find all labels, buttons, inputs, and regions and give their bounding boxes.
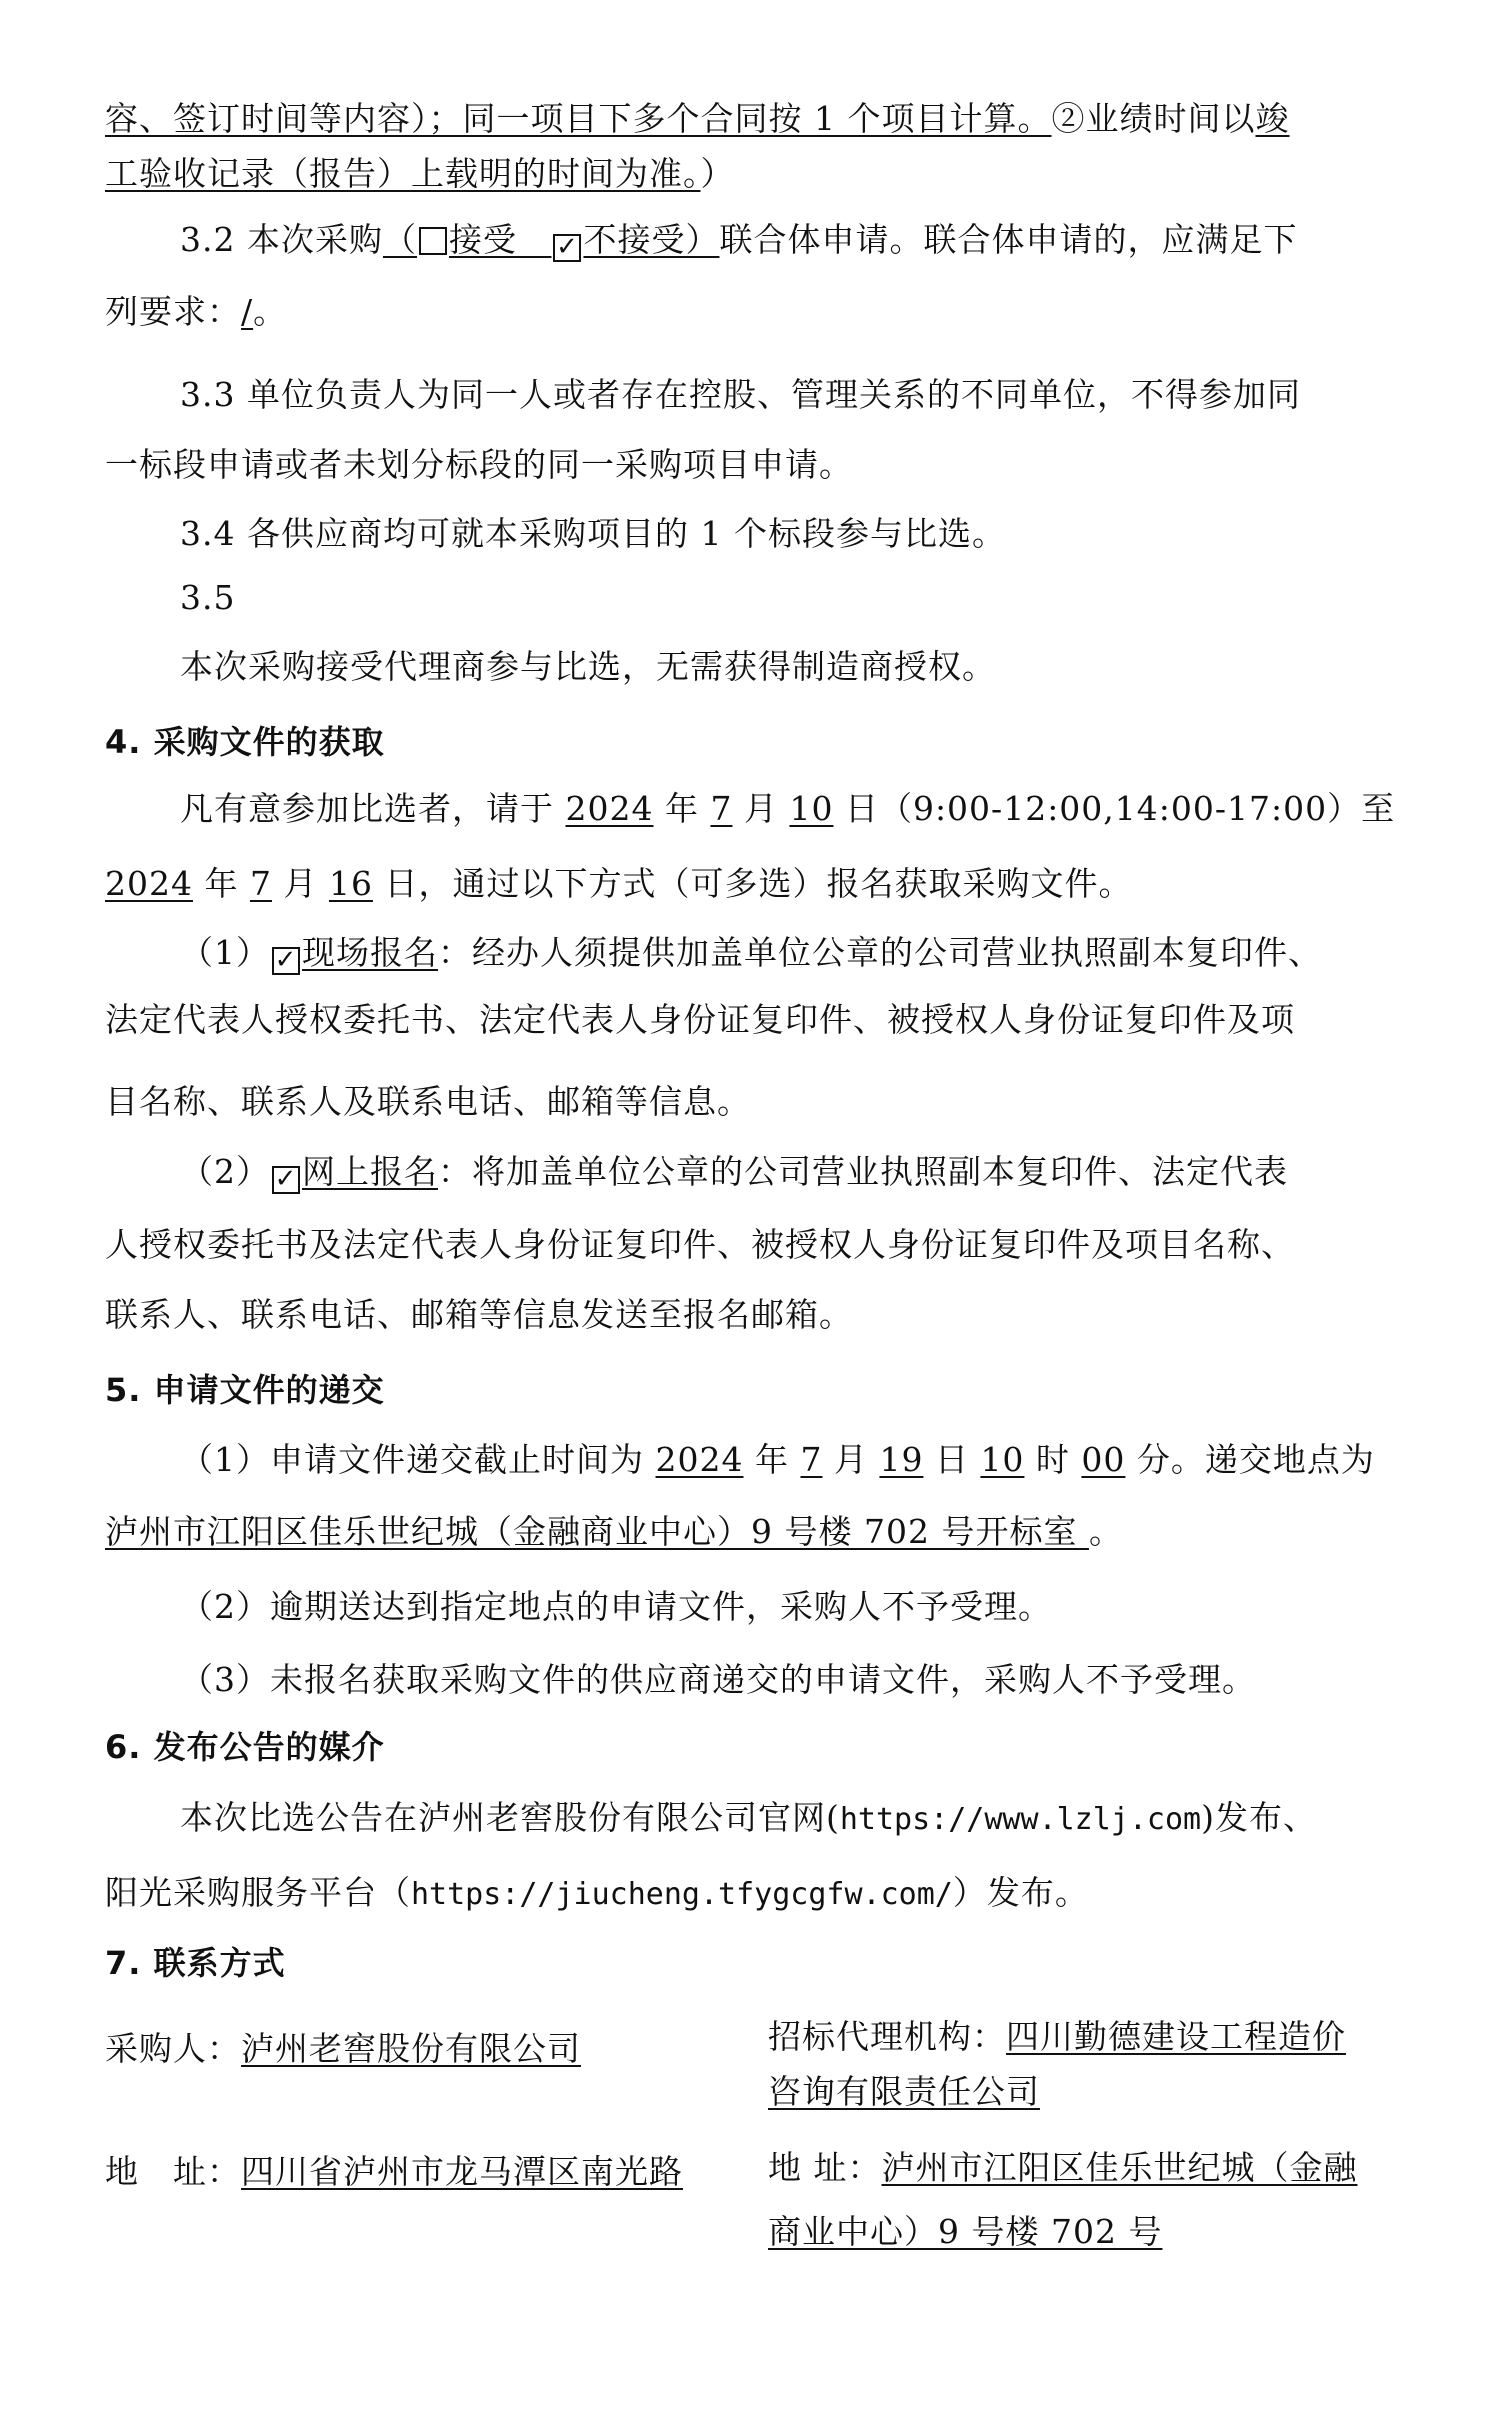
underlined-text: 工验收记录（报告）上载明的时间为准。: [105, 154, 701, 193]
deadline-month: 7: [800, 1440, 823, 1479]
text: 年: [653, 789, 711, 828]
purchaser-address-label: 地 址：: [105, 2152, 241, 2191]
agency-address-row-2: [768, 2210, 1162, 2254]
onsite-registration-line-2: 法定代表人授权委托书、法定代表人身份证复印件、被授权人身份证复印件及项: [105, 1000, 1295, 1039]
online-registration-line-2: 人授权委托书及法定代表人身份证复印件、被授权人身份证复印件及项目名称、: [105, 1225, 1295, 1264]
option-number: （2）: [180, 1152, 270, 1191]
checked-box-icon[interactable]: ✓: [553, 234, 581, 262]
section-6-line-1: [180, 1796, 1380, 1840]
text: 月: [271, 864, 329, 903]
submission-location: 泸州市江阳区佳乐世纪城（金融商业中心）9 号楼 702 号开标室: [105, 1512, 1089, 1551]
checked-box-icon[interactable]: ✓: [272, 947, 300, 975]
section-5-p2: （2）逾期送达到指定地点的申请文件，采购人不予受理。: [180, 1587, 1052, 1626]
plain-text: ②业绩时间以: [1051, 99, 1256, 138]
underlined-text: 容、签订时间等内容）；同一项目下多个合同按 1 个项目计算。: [105, 99, 1052, 138]
item-3-2-line-1: [180, 218, 1380, 262]
section-6-line-2: [105, 1871, 1380, 1915]
period: 。: [253, 292, 288, 331]
item-3-3-line-1: 3.3 单位负责人为同一人或者存在控股、管理关系的不同单位，不得参加同: [180, 375, 1301, 414]
consortium-options: [382, 220, 720, 262]
official-website-link[interactable]: https://www.lzlj.com: [839, 1802, 1202, 1837]
purchaser-address-value: 四川省泸州市龙马潭区南光路: [241, 2152, 683, 2191]
unchecked-box-icon[interactable]: [419, 227, 447, 255]
option-reject-label: 不接受）: [583, 220, 720, 259]
text: 年: [192, 864, 250, 903]
online-registration-line-1: [180, 1150, 1380, 1194]
start-month: 7: [710, 789, 733, 828]
requirements-value: /: [241, 292, 254, 331]
open-paren: （: [382, 220, 417, 259]
purchaser-label: 采购人：: [105, 2029, 241, 2068]
agency-address-value: 商业中心）9 号楼 702 号: [768, 2212, 1163, 2251]
option-accept-label: 接受: [448, 220, 517, 259]
underlined-text: 竣: [1255, 99, 1290, 138]
deadline-minute: 00: [1081, 1440, 1126, 1479]
option-number: （1）: [180, 933, 270, 972]
item-3-2-line-2: [105, 290, 1380, 334]
end-day: 16: [328, 864, 373, 903]
requirements-label: 列要求：: [105, 292, 241, 331]
performance-note-line-2: [105, 152, 1380, 196]
text: )发布、: [1201, 1798, 1317, 1837]
section-5-heading: 5. 申请文件的递交: [105, 1371, 385, 1409]
section-4-p1-line-2: [105, 862, 1380, 906]
period: 。: [1088, 1512, 1123, 1551]
text: ：经办人须提供加盖单位公章的公司营业执照副本复印件、: [438, 933, 1322, 972]
onsite-registration-line-3: 目名称、联系人及联系电话、邮箱等信息。: [105, 1082, 751, 1121]
section-6-heading: 6. 发布公告的媒介: [105, 1728, 385, 1766]
deadline-hour: 10: [980, 1440, 1025, 1479]
text: 年: [743, 1440, 801, 1479]
purchaser-address-row: [105, 2150, 683, 2194]
text: 分。递交地点为: [1125, 1440, 1375, 1479]
onsite-registration-option[interactable]: [270, 933, 438, 975]
section-4-p1-line-1: [180, 787, 1396, 831]
checked-box-icon[interactable]: ✓: [272, 1166, 300, 1194]
text: 阳光采购服务平台（: [105, 1873, 411, 1912]
option-label: 现场报名: [302, 933, 438, 972]
procurement-platform-link[interactable]: https://jiucheng.tfygcgfw.com/: [411, 1877, 953, 1912]
item-3-4: 3.4 各供应商均可就本采购项目的 1 个标段参与比选。: [180, 514, 1006, 553]
text: 凡有意参加比选者，请于: [180, 789, 566, 828]
agency-row: [768, 2015, 1346, 2059]
text: ：将加盖单位公章的公司营业执照副本复印件、法定代表: [438, 1152, 1288, 1191]
section-7-heading: 7. 联系方式: [105, 1944, 286, 1982]
end-year: 2024: [105, 864, 193, 903]
text: ）发布。: [952, 1873, 1089, 1912]
item-3-3-line-2: 一标段申请或者未划分标段的同一采购项目申请。: [105, 445, 853, 484]
online-registration-line-3: 联系人、联系电话、邮箱等信息发送至报名邮箱。: [105, 1295, 853, 1334]
text: 日: [923, 1440, 981, 1479]
start-year: 2024: [565, 789, 654, 828]
section-5-p1-line-1: [180, 1438, 1380, 1482]
purchaser-value: 泸州老窖股份有限公司: [241, 2029, 581, 2068]
text: 日（9:00-12:00,14:00-17:00）至: [833, 789, 1396, 828]
agency-label: 招标代理机构：: [768, 2017, 1006, 2056]
deadline-day: 19: [879, 1440, 924, 1479]
agency-address-value: 泸州市江阳区佳乐世纪城（金融: [881, 2148, 1358, 2187]
text: 本次比选公告在泸州老窖股份有限公司官网(: [180, 1798, 840, 1837]
deadline-year: 2024: [655, 1440, 744, 1479]
agency-address-row: [768, 2146, 1358, 2190]
section-5-p1-line-2: [105, 1510, 1380, 1554]
onsite-registration-line-1: [180, 931, 1380, 975]
item-3-5: 3.5: [180, 578, 236, 617]
section-5-p3: （3）未报名获取采购文件的供应商递交的申请文件，采购人不予受理。: [180, 1660, 1256, 1699]
agency-value: 四川勤德建设工程造价: [1006, 2017, 1346, 2056]
end-month: 7: [249, 864, 272, 903]
text: （1）申请文件递交截止时间为: [180, 1440, 656, 1479]
text: 月: [822, 1440, 880, 1479]
performance-note-line-1: [105, 97, 1380, 141]
option-label: 网上报名: [302, 1152, 438, 1191]
agency-address-label: 地 址：: [768, 2148, 882, 2187]
text: 时: [1024, 1440, 1082, 1479]
agency-value: 咨询有限责任公司: [768, 2072, 1040, 2111]
purchaser-row: [105, 2027, 581, 2071]
text: 月: [732, 789, 790, 828]
section-4-heading: 4. 采购文件的获取: [105, 723, 385, 761]
text: 日，通过以下方式（可多选）报名获取采购文件。: [372, 864, 1133, 903]
item-3-2-suffix: 联合体申请。联合体申请的，应满足下: [719, 220, 1298, 259]
plain-text: ）: [700, 154, 735, 193]
item-3-2-prefix: 3.2 本次采购: [180, 220, 383, 259]
start-day: 10: [789, 789, 834, 828]
agency-row-2: [768, 2070, 1040, 2114]
item-3-5-text: 本次采购接受代理商参与比选，无需获得制造商授权。: [180, 647, 996, 686]
online-registration-option[interactable]: [270, 1152, 438, 1194]
